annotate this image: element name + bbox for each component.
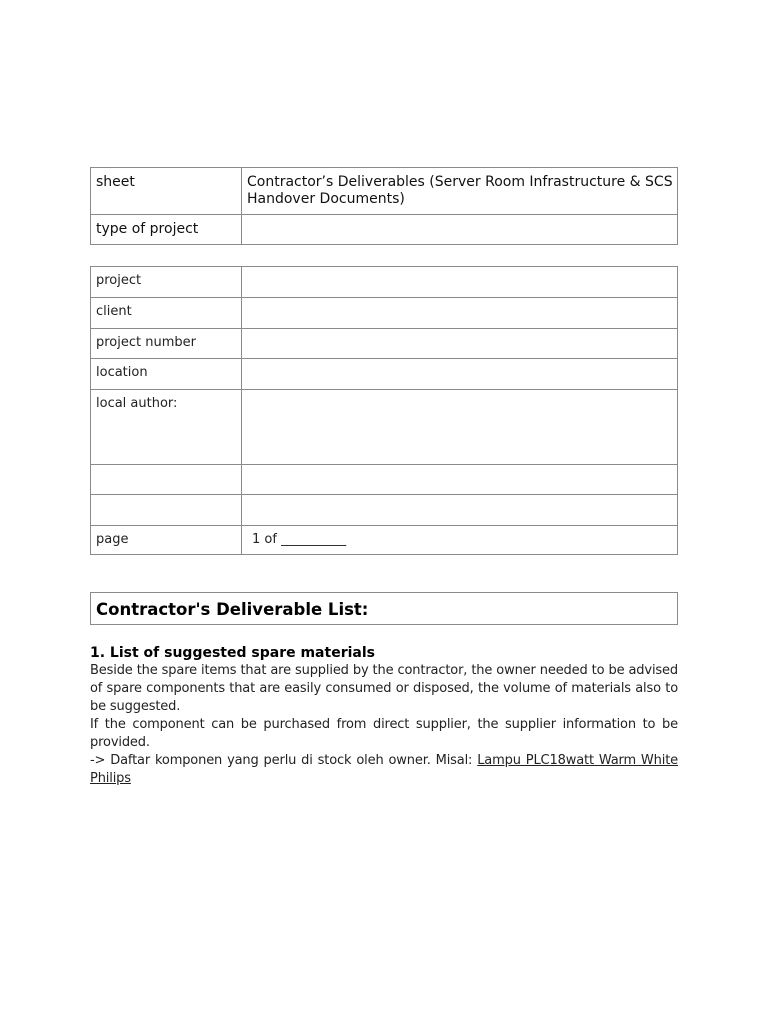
note-prefix: -> Daftar komponen yang perlu di stock oleh owner. Misal:: [90, 753, 478, 768]
blank-label-cell: [91, 495, 242, 526]
section-note: [90, 752, 678, 788]
location-label: location: [91, 359, 242, 390]
type-of-project-label: type of project: [91, 215, 242, 245]
table-row: [91, 215, 678, 245]
section-paragraph: If the component can be purchased from direct supplier, the supplier information to be provided.: [90, 717, 678, 750]
table-row: [91, 329, 678, 359]
project-number-label: project number: [91, 329, 242, 359]
note-example-link[interactable]: Lampu PLC18watt Warm White Philips: [90, 753, 678, 786]
deliverable-list-heading: Contractor's Deliverable List:: [90, 592, 678, 625]
table-row: [91, 465, 678, 495]
table-row: [91, 267, 678, 298]
header-table: [90, 167, 678, 245]
client-value: [242, 298, 678, 329]
table-row: [91, 298, 678, 329]
local-author-label: local author:: [91, 390, 242, 465]
page-label: page: [91, 526, 242, 555]
project-number-value: [242, 329, 678, 359]
local-author-value: [242, 390, 678, 465]
table-row: [91, 495, 678, 526]
table-row: [91, 359, 678, 390]
project-value: [242, 267, 678, 298]
sheet-value: Contractor’s Deliverables (Server Room Infrastructure & SCS Handover Documents): [242, 168, 678, 215]
location-value: [242, 359, 678, 390]
section-paragraph: Beside the spare items that are supplied by the contractor, the owner needed to be advised of spare components that are easily consumed or disposed, the volume of materials also to be suggested.: [90, 663, 678, 714]
blank-value-cell: [242, 465, 678, 495]
blank-value-cell: [242, 495, 678, 526]
section-spare-materials: [90, 644, 678, 788]
page-value: 1 of __________: [242, 526, 678, 555]
table-row: [91, 390, 678, 465]
type-of-project-value: [242, 215, 678, 245]
project-label: project: [91, 267, 242, 298]
table-row: [91, 168, 678, 215]
table-row: [91, 526, 678, 555]
project-info-table: [90, 266, 678, 555]
blank-label-cell: [91, 465, 242, 495]
sheet-label: sheet: [91, 168, 242, 215]
client-label: client: [91, 298, 242, 329]
section-title: 1. List of suggested spare materials: [90, 645, 375, 661]
